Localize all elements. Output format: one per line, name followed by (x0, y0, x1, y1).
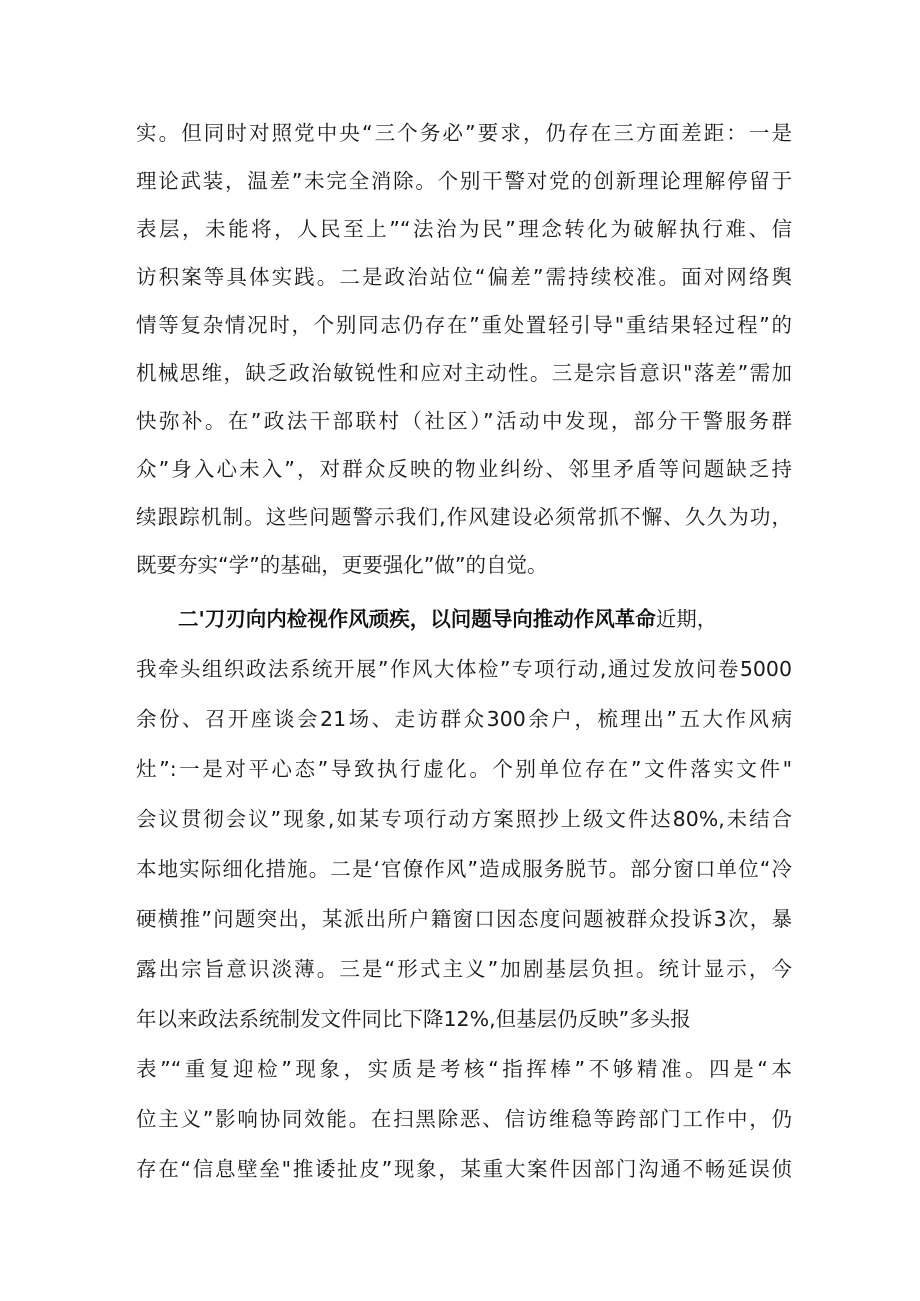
text-line: 既要夯实“学”的基础，更要强化”做”的自觉。 (136, 553, 548, 577)
text-line: 本地实际细化措施。二是‘官僚作风”造成服务脱节。部分窗口单位“冷 (136, 857, 792, 881)
text-line: 情等复杂情况时，个别同志仍存在”重处置轻引导"重结果轻过程”的 (136, 313, 792, 337)
text-line: 实。但同时对照党中央“三个务必”要求，仍存在三方面差距：一是 (136, 121, 792, 145)
text-line: 续跟踪机制。这些问题警示我们,作风建设必须常抓不懈、久久为功， (136, 505, 792, 529)
section-heading: 二'刀刃向内检视作风顽疾，以问题导向推动作风革命 (178, 607, 656, 631)
section-heading-line (178, 602, 792, 636)
text-line: 硬横推”问题突出，某派出所户籍窗口因态度问题被群众投诉3次，暴 (136, 907, 792, 931)
text-line: 我牵头组织政法系统开展”作风大体检”专项行动,通过发放问卷5000 (136, 657, 792, 681)
text-line: 位主义”影响协同效能。在扫黑除恶、信访维稳等跨部门工作中，仍 (136, 1107, 792, 1131)
text-line: 表”“重复迎检”现象，实质是考核“指挥棒”不够精准。四是“本 (136, 1057, 792, 1081)
heading-tail-text: 近期， (655, 607, 718, 631)
text-line: 众”身入心未入”，对群众反映的物业纠纷、邻里矛盾等问题缺乏持 (136, 457, 792, 481)
text-line: 会议贯彻会议”现象,如某专项行动方案照抄上级文件达80%,未结合 (136, 807, 792, 831)
text-line: 表层，未能将，人民至上”“法治为民”理念转化为破解执行难、信 (136, 217, 792, 241)
text-line: 访积案等具体实践。二是政治站位“偏差”需持续校准。面对网络舆 (136, 265, 792, 289)
text-line: 露出宗旨意识淡薄。三是“形式主义”加剧基层负担。统计显示，今 (136, 957, 792, 981)
text-line: 快弥补。在”政法干部联村（社区）”活动中发现，部分干警服务群 (136, 409, 792, 433)
text-line: 余份、召开座谈会21场、走访群众300余户，梳理出”五大作风病 (136, 707, 792, 731)
text-line: 灶”:一是对平心态”导致执行虚化。个别单位存在”文件落实文件" (136, 757, 792, 781)
text-line: 机械思维，缺乏政治敏锐性和应对主动性。三是宗旨意识"落差”需加 (136, 361, 792, 385)
text-line: 理论武装，温差”未完全消除。个别干警对党的创新理论理解停留于 (136, 169, 792, 193)
text-line: 年以来政法系统制发文件同比下降12%,但基层仍反映”多头报 (136, 1007, 691, 1031)
text-line: 存在“信息壁垒"推诿扯皮”现象，某重大案件因部门沟通不畅延误侦 (136, 1157, 792, 1181)
